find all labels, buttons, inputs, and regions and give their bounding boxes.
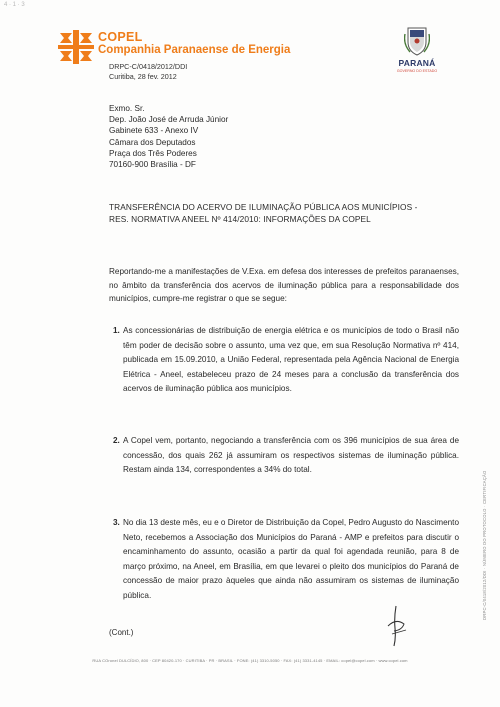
addressee-salutation: Exmo. Sr.: [109, 104, 145, 113]
list-item: [109, 516, 459, 604]
intro-paragraph: Reportando-me a manifestações de V.Exa. em defesa dos interesses de prefeitos paranaenses, no âmbito da transferência dos acervos de iluminação pública para a responsabilidade dos municípios, cumpre-me registrar o que se segue:: [109, 267, 459, 304]
reference-number: DRPC-C/0418/2012/DDI: [109, 62, 188, 71]
list-item: [109, 324, 459, 397]
seal-state-name: PARANÁ: [398, 58, 436, 68]
addressee-postal-code: 70160-900 Brasília - DF: [109, 160, 196, 170]
letter-date: Curitiba, 28 fev. 2012: [109, 72, 177, 81]
parana-coat-of-arms-icon: [404, 26, 430, 56]
letter-meta: [109, 62, 187, 82]
addressee-office: Gabinete 633 - Anexo IV: [109, 126, 199, 136]
addressee-name: Dep. João José de Arruda Júnior: [109, 115, 229, 125]
list-item-number: 2.: [113, 436, 120, 445]
list-item: [109, 434, 459, 478]
list-item-text: As concessionárias de distribuição de energia elétrica e os municípios de todo o Brasil não têm poder de decisão sobre o assunto, uma vez que, em sua Resolução Normativa nº 414, publicada em 15.09.2010, a União Federal, representada pela Agência Nacional de Energia Elétrica - Aneel, estabeleceu prazo de 24 meses para a conclusão da transferência dos acervos de iluminação pública aos municípios.: [123, 326, 459, 394]
list-item-number: 1.: [113, 326, 120, 335]
footer-address: RUA COronel DULCÍDIO, 800 · CEP 80420-170 · CURITIBA · PR · BRASIL · FONE: (41) 3310-5050 · FAX: (41) 3331-4145 · EMAIL: copel@copel.com · www.copel.com: [92, 658, 408, 663]
side-protocol-stamp: DRPC-C/0418/2012/DDI · NÚMERO DO PROTOCOLO · CERTIFICAÇÃO: [482, 470, 487, 620]
subject-line-2: RES. NORMATIVA ANEEL Nº 414/2010: INFORMAÇÕES DA COPEL: [109, 214, 371, 225]
parana-seal: [395, 26, 439, 73]
addressee-block: [109, 103, 228, 170]
continued-marker: (Cont.): [109, 628, 134, 637]
list-item-text: A Copel vem, portanto, negociando a transferência com os 396 municípios de sua área de concessão, dos quais 262 já assumiram os respectivos sistemas de iluminação pública. Restam ainda 134, correspondentes a 34% do total.: [123, 436, 459, 475]
corner-mark: 4 · 1 · 3: [4, 2, 25, 8]
brand-short-name: COPEL: [98, 30, 143, 44]
list-item-number: 3.: [113, 518, 120, 527]
addressee-institution: Câmara dos Deputados: [109, 137, 196, 147]
handwritten-signature: [382, 604, 412, 648]
letter-subject: [109, 201, 459, 226]
list-item-text: No dia 13 deste mês, eu e o Diretor de Distribuição da Copel, Pedro Augusto do Nascimento Neto, recebemos a Associação dos Municípios do Paraná - AMP e prefeitos para discutir o encaminhamento do assunto, ocasião a partir da qual foi agendada reunião, para 8 de março próximo, na Aneel, em Brasília, em que levarei o pleito dos municípios do Paraná de concessão de maior prazo àqueles que ainda não assumiram os sistemas de iluminação pública.: [123, 518, 459, 600]
company-brand: [98, 31, 290, 57]
subject-line-1: TRANSFERÊNCIA DO ACERVO DE ILUMINAÇÃO PÚBLICA AOS MUNICÍPIOS -: [109, 202, 418, 212]
seal-subtitle: GOVERNO DO ESTADO: [396, 69, 438, 73]
brand-full-name: Companhia Paranaense de Energia: [98, 44, 291, 56]
copel-logo-icon: [58, 30, 94, 64]
addressee-street: Praça dos Três Poderes: [109, 148, 197, 158]
